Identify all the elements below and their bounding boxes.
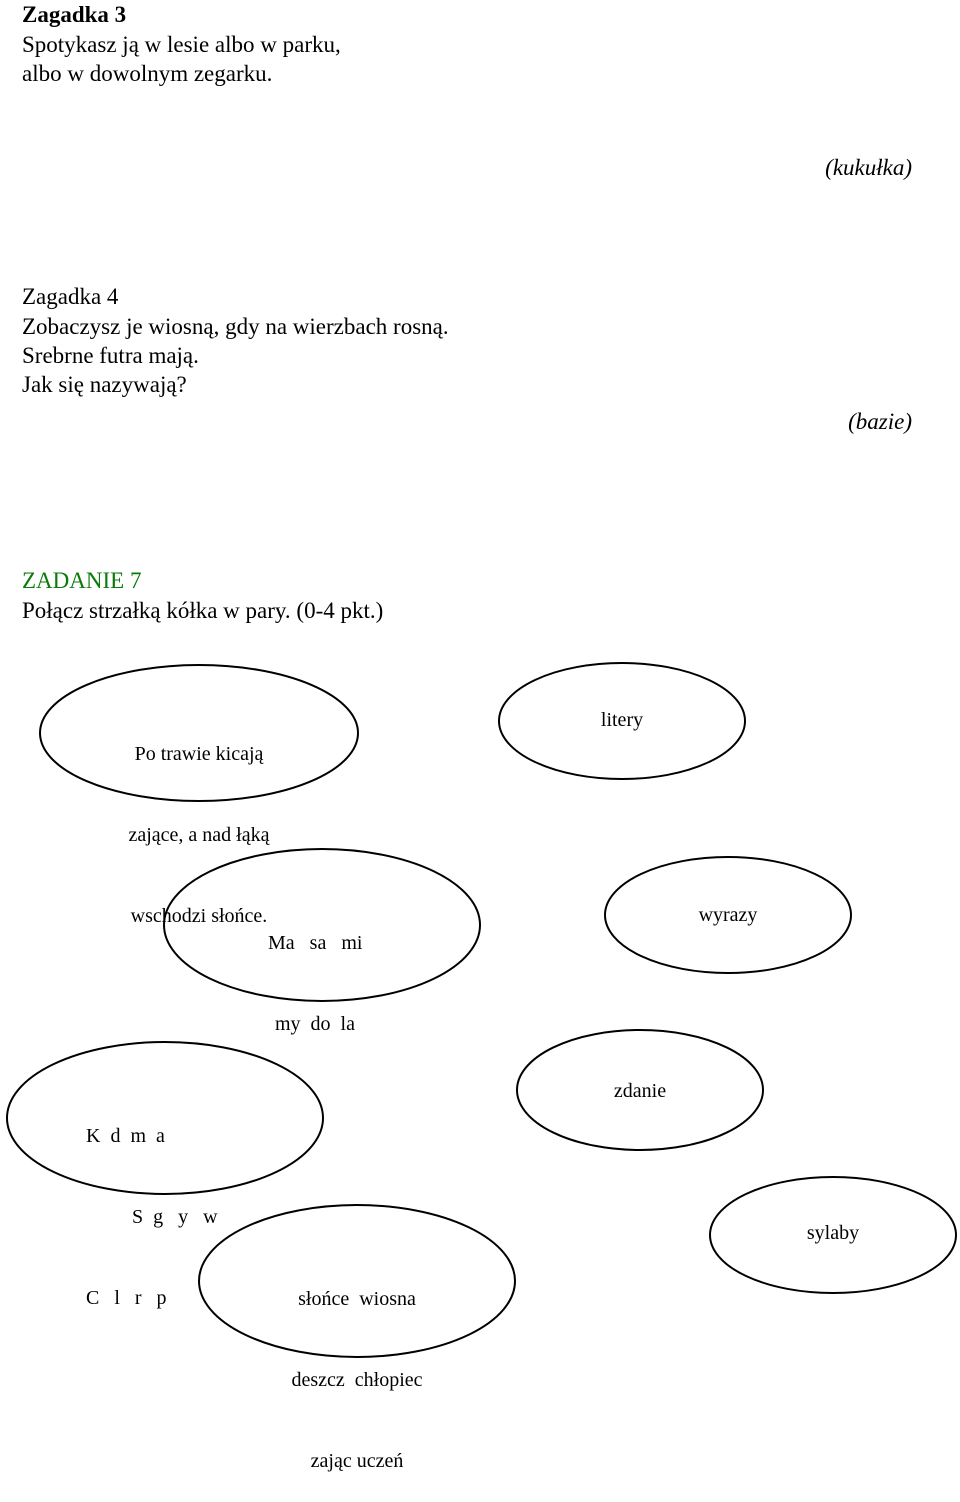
oval-words-line-1: słońce wiosna — [298, 1288, 416, 1310]
riddle-3-title: Zagadka 3 — [22, 2, 127, 27]
oval-letters-line-3: C l r p — [86, 1287, 167, 1309]
oval-sylaby-text: sylaby — [806, 1222, 860, 1244]
task-7-title: ZADANIE 7 — [22, 568, 142, 593]
oval-letters-line-2: S g y w — [132, 1206, 218, 1228]
oval-letters-text — [86, 1069, 218, 1339]
oval-words-line-3: zając uczeń — [310, 1450, 404, 1472]
riddle-4-line-3: Jak się nazywają? — [22, 372, 187, 397]
riddle-4-line-1: Zobaczysz je wiosną, gdy na wierzbach rosną. — [22, 314, 449, 339]
riddle-4-answer: (bazie) — [848, 409, 912, 434]
oval-sentence-line-1: Po trawie kicają — [134, 743, 264, 765]
oval-syllables-line-2: my do la — [275, 1013, 355, 1035]
riddle-4-title: Zagadka 4 — [22, 284, 119, 309]
oval-zdanie-text: zdanie — [613, 1080, 667, 1102]
riddle-3-answer: (kukułka) — [825, 155, 912, 180]
oval-words-line-2: deszcz chłopiec — [291, 1369, 423, 1391]
riddle-4-line-2: Srebrne futra mają. — [22, 343, 199, 368]
oval-words-text — [199, 1232, 515, 1502]
oval-letters-line-1: K d m a — [86, 1125, 165, 1147]
riddle-3-line-1: Spotykasz ją w lesie albo w parku, — [22, 32, 341, 57]
task-7-instruction: Połącz strzałką kółka w pary. (0-4 pkt.) — [22, 598, 384, 623]
oval-sentence-line-2: zające, a nad łąką — [128, 824, 270, 846]
oval-wyrazy-text: wyrazy — [698, 904, 758, 926]
riddle-3-line-2: albo w dowolnym zegarku. — [22, 61, 273, 86]
oval-syllables-line-1: Ma sa mi — [268, 932, 363, 954]
oval-litery-text: litery — [600, 709, 644, 731]
oval-syllables-text — [164, 876, 480, 1065]
oval-sentence-line-3: wschodzi słońce. — [130, 905, 268, 927]
